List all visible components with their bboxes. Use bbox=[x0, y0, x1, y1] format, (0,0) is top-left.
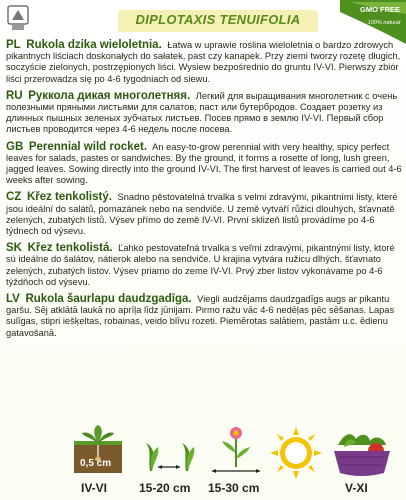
harvest-basket-icon bbox=[330, 429, 394, 481]
sun-icon bbox=[268, 425, 324, 481]
section-lv bbox=[6, 294, 402, 339]
description-content bbox=[6, 40, 402, 345]
section-heading: Rukola dzika wieloletnia. bbox=[26, 39, 162, 51]
plant-spacing-label: 15-30 cm bbox=[208, 481, 260, 495]
row-spacing-label: 15-20 cm bbox=[139, 481, 191, 495]
gmo-badge-subtext: 100% natural bbox=[367, 20, 401, 26]
section-cz bbox=[6, 192, 402, 237]
section-body: Łatwa w uprawie roślina wieloletnia o bardzo zdrowych pikantnych liściach doskonałych do sałatek, past czy kanapek. Przy ziemi tworzy rozetę długich, soczyście zielonych, postrzępionych liści. Wysiew bezpośrednio do gruntu IV-VI. Pierwszy zbiór liści przerowadza się po 4-6 tygodniach od siewu. bbox=[6, 40, 401, 84]
section-gb bbox=[6, 142, 402, 187]
section-heading: Perennial wild rocket. bbox=[28, 140, 148, 153]
section-ru bbox=[6, 91, 402, 136]
language-code: LV bbox=[6, 293, 20, 306]
section-body: Snadno pěstovatelná trvalka s velmi zdravými, pikantními listy, které jsou ideální do salátů, pomazánek nebo na sendviče. U země vytváří růžici dlouhých, šťavnatě zelených, zubatých listů. Výsev přímo do země IV-VI. První sklizeň listů provádíme po 4-6 týdnech od výsevu. bbox=[6, 192, 398, 237]
section-heading: Rukola šaurlapu daudzgadīga. bbox=[25, 293, 192, 306]
product-title: DIPLOTAXIS TENUIFOLIA bbox=[135, 12, 301, 27]
language-code: GB bbox=[6, 140, 24, 153]
sowing-period-label: IV-VI bbox=[81, 481, 108, 495]
language-code: RU bbox=[6, 89, 23, 102]
gmo-badge-text: GMO FREE bbox=[359, 5, 401, 14]
gmo-free-badge bbox=[340, 0, 406, 44]
section-body: Ľahko pestovateľná trvalka s veľmi zdravými, pikantnými listy, ktoré sú ideálne do šalátov, nátierok alebo na sendviče. U krajina vytvára ružicu dlhých, šťavnato zelených, zubatých listov. Výsev priamo do zeme IV-VI. Prvý zber listov vykonávame po 4-6 týždňoch od výsevu. bbox=[6, 243, 395, 287]
section-body: An easy-to-grow perennial with very healthy, spicy perfect leaves for salads, pastes or sandwiches. By the ground, it forms a rosette of long, lush green, jagged leaves. Sowing directly into the ground IV-VI. The first harvest of leaves is carried out 4-6 weeks after sowing. bbox=[6, 141, 402, 186]
section-pl bbox=[6, 40, 402, 85]
section-sk bbox=[6, 243, 402, 288]
language-code: CZ bbox=[6, 191, 22, 204]
language-code: SK bbox=[6, 242, 22, 255]
cultivation-icons bbox=[0, 423, 406, 500]
section-heading: Руккола дикая многолетняя. bbox=[28, 89, 191, 102]
row-spacing-icon bbox=[140, 423, 198, 475]
language-code: PL bbox=[6, 39, 21, 51]
header bbox=[0, 0, 406, 40]
title-banner bbox=[118, 10, 318, 32]
plant-spacing-icon bbox=[206, 423, 266, 477]
eco-garden-icon bbox=[6, 4, 30, 32]
section-body: Viegli audzējams daudzgadīgs augs ar pikantu garšu. Sēj atklātā laukā no aprīļa līdz jūnijam. Pirmo ražu vāc 4-6 nedēļas pēc sēšanas. Lapas sulīgas, stipri iešķeltas, robainas, veido blīvu rozeti. Piemērotas salātiem, pastām u.c. ēdienu gatavošanā. bbox=[6, 294, 395, 338]
sowing-depth-label: 0,5 cm bbox=[80, 458, 112, 469]
harvest-period-label: V-XI bbox=[345, 481, 368, 495]
section-heading: Křez tenkolistý. bbox=[26, 191, 112, 204]
section-heading: Křez tenkolistá. bbox=[27, 242, 113, 255]
section-body: Легкий для выращивания многолетник с очень полезными пряными листьями для салатов, паст или бутербродов. Создает розетку из длинных пышных зеленых зубчатых листьев. Посев прямо в землю IV-VI. Первый сбор листьев проводится через 4-6 недель после посева. bbox=[6, 90, 398, 135]
